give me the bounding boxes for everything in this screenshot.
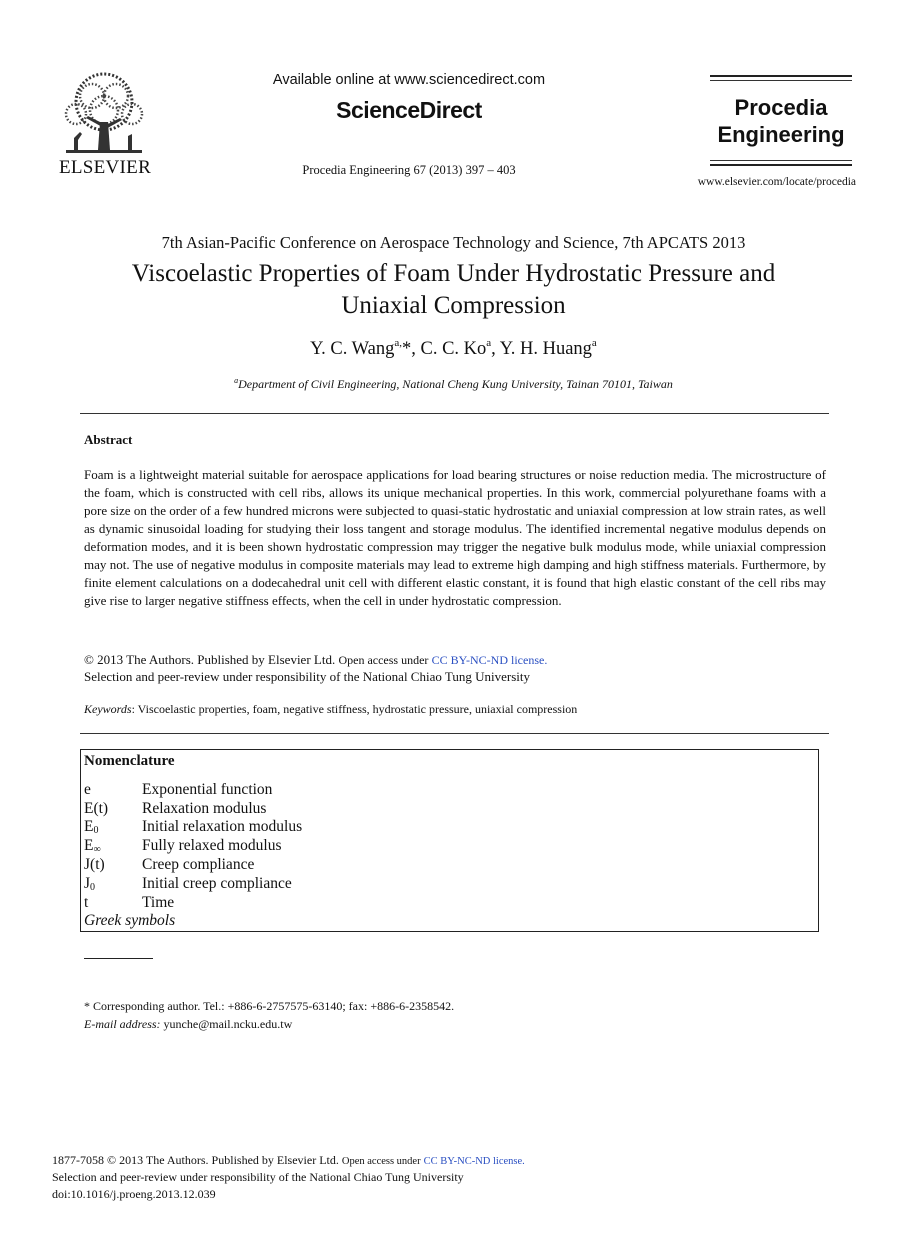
email-address-link[interactable]: yunche@mail.ncku.edu.tw bbox=[160, 1017, 293, 1031]
affiliation-text: Department of Civil Engineering, National Cheng Kung University, Tainan 70101, Taiwan bbox=[238, 377, 673, 391]
journal-title-top-rule bbox=[710, 75, 852, 77]
nomenclature-definition: Initial relaxation modulus bbox=[142, 818, 303, 835]
journal-title bbox=[708, 94, 854, 148]
nomenclature-definition: Initial creep compliance bbox=[142, 875, 292, 892]
copyright-line bbox=[84, 652, 547, 668]
symbol-base: e bbox=[84, 781, 91, 798]
journal-title-line1: Procedia bbox=[734, 95, 828, 120]
author-list bbox=[0, 339, 907, 360]
available-online-text: Available online at www.sciencedirect.com bbox=[272, 72, 546, 88]
journal-title-line2: Engineering bbox=[717, 122, 845, 147]
nomenclature-symbol bbox=[84, 800, 108, 818]
journal-title-bottom-rule-thin bbox=[710, 160, 852, 161]
bottom-peer-review-statement: Selection and peer-review under responsibility of the National Chiao Tung University bbox=[52, 1170, 464, 1184]
corresponding-author-mark: * bbox=[401, 339, 412, 359]
nomenclature-definition: Exponential function bbox=[142, 781, 273, 798]
author-name: C. C. Ko bbox=[420, 339, 487, 359]
keywords-line bbox=[84, 702, 577, 717]
nomenclature-symbol bbox=[84, 856, 105, 874]
author-affiliation-mark: a bbox=[591, 337, 597, 349]
symbol-subscript: ∞ bbox=[93, 844, 101, 855]
symbol-base: E(t) bbox=[84, 800, 109, 817]
author-name: Y. H. Huang bbox=[499, 339, 592, 359]
author-name: Y. C. Wang bbox=[310, 339, 395, 359]
doi-link[interactable]: doi:10.1016/j.proeng.2013.12.039 bbox=[52, 1187, 216, 1201]
bottom-license-link[interactable]: CC BY-NC-ND license. bbox=[423, 1156, 525, 1167]
nomenclature-definition: Time bbox=[142, 894, 175, 911]
nomenclature-top-rule bbox=[80, 733, 829, 734]
nomenclature-heading: Nomenclature bbox=[84, 753, 175, 769]
symbol-subscript: 0 bbox=[90, 882, 96, 893]
issn-text: 1877-7058 © 2013 The Authors. Published by Elsevier Ltd. bbox=[52, 1153, 339, 1167]
nomenclature-symbol bbox=[84, 875, 95, 893]
journal-url-link[interactable]: www.elsevier.com/locate/procedia bbox=[697, 176, 856, 188]
affiliation-mark: a bbox=[234, 376, 239, 385]
affiliation bbox=[0, 377, 907, 392]
greek-symbols-heading: Greek symbols bbox=[84, 912, 176, 929]
abstract-top-rule bbox=[80, 413, 829, 414]
footnote-rule bbox=[84, 958, 153, 959]
corresponding-author-note: * Corresponding author. Tel.: +886-6-2757575-63140; fax: +886-6-2358542. bbox=[84, 999, 455, 1013]
nomenclature-symbol bbox=[84, 894, 88, 912]
sciencedirect-logo: ScienceDirect bbox=[336, 97, 482, 123]
symbol-subscript: 0 bbox=[93, 825, 99, 836]
journal-title-bottom-rule bbox=[710, 164, 852, 166]
author-separator: , bbox=[491, 339, 500, 359]
open-access-text: Open access under bbox=[338, 653, 429, 667]
bottom-open-access-text: Open access under bbox=[341, 1156, 421, 1167]
symbol-base: J(t) bbox=[84, 856, 105, 873]
journal-reference: Procedia Engineering 67 (2013) 397 – 403 bbox=[302, 163, 516, 177]
copyright-text: © 2013 The Authors. Published by Elsevier Ltd. bbox=[84, 652, 336, 667]
author-affiliation-mark: a bbox=[486, 337, 492, 349]
license-link[interactable]: CC BY-NC-ND license. bbox=[431, 653, 548, 667]
symbol-base: t bbox=[84, 894, 89, 911]
author-separator: , bbox=[411, 339, 421, 359]
journal-title-top-rule-thin bbox=[710, 80, 852, 81]
conference-name: 7th Asian-Pacific Conference on Aerospace Technology and Science, 7th APCATS 2013 bbox=[161, 233, 746, 252]
email-label: E-mail address: bbox=[84, 1017, 161, 1031]
nomenclature-symbol bbox=[84, 781, 91, 799]
symbol-base: J bbox=[84, 875, 91, 892]
author-affiliation-mark: a, bbox=[394, 337, 402, 349]
abstract-heading: Abstract bbox=[84, 432, 133, 447]
nomenclature-definition: Creep compliance bbox=[142, 856, 255, 873]
issn-line bbox=[52, 1153, 525, 1168]
nomenclature-symbol bbox=[84, 837, 101, 855]
nomenclature-definition: Fully relaxed modulus bbox=[142, 837, 282, 854]
keywords-label: Keywords bbox=[84, 702, 132, 716]
symbol-base: E bbox=[84, 818, 94, 835]
nomenclature-definition: Relaxation modulus bbox=[142, 800, 267, 817]
email-line bbox=[84, 1017, 292, 1032]
paper-title bbox=[40, 258, 867, 322]
nomenclature-symbol bbox=[84, 818, 98, 836]
symbol-base: E bbox=[84, 837, 94, 854]
paper-title-line2: Uniaxial Compression bbox=[341, 292, 566, 319]
peer-review-statement: Selection and peer-review under responsibility of the National Chiao Tung University bbox=[84, 669, 530, 684]
elsevier-wordmark: ELSEVIER bbox=[58, 157, 152, 178]
abstract-body: Foam is a lightweight material suitable for aerospace applications for load bearing structures or noise reduction media. The microstructure of the foam, which is constructed with cell ribs, allows its unique mechanical properties. In this work, commercial polyurethane foams with a pore size on the order of a few hundred microns were subjected to quasi-static hydrostatic and uniaxial compression at low strain rates, as well as dynamic sinusoidal loading for studying their loss tangent and storage modulus. The identified incremental negative modulus depends on deformation modes, and it is been shown hydrostatic compression may trigger the negative bulk modulus mode, while uniaxial compression may not. The use of negative modulus in composite materials may lead to extreme high damping and high stiffness materials. Furthermore, by finite element calculations on a dodecahedral unit cell with different elastic constant, it is found that high elastic constant of the cell ribs may give rise to larger negative stiffness effects, when the cell in under hydrostatic compression. bbox=[84, 467, 826, 608]
keywords-text: : Viscoelastic properties, foam, negative stiffness, hydrostatic pressure, uniaxial compression bbox=[131, 702, 578, 716]
paper-title-line1: Viscoelastic Properties of Foam Under Hydrostatic Pressure and bbox=[131, 260, 776, 287]
